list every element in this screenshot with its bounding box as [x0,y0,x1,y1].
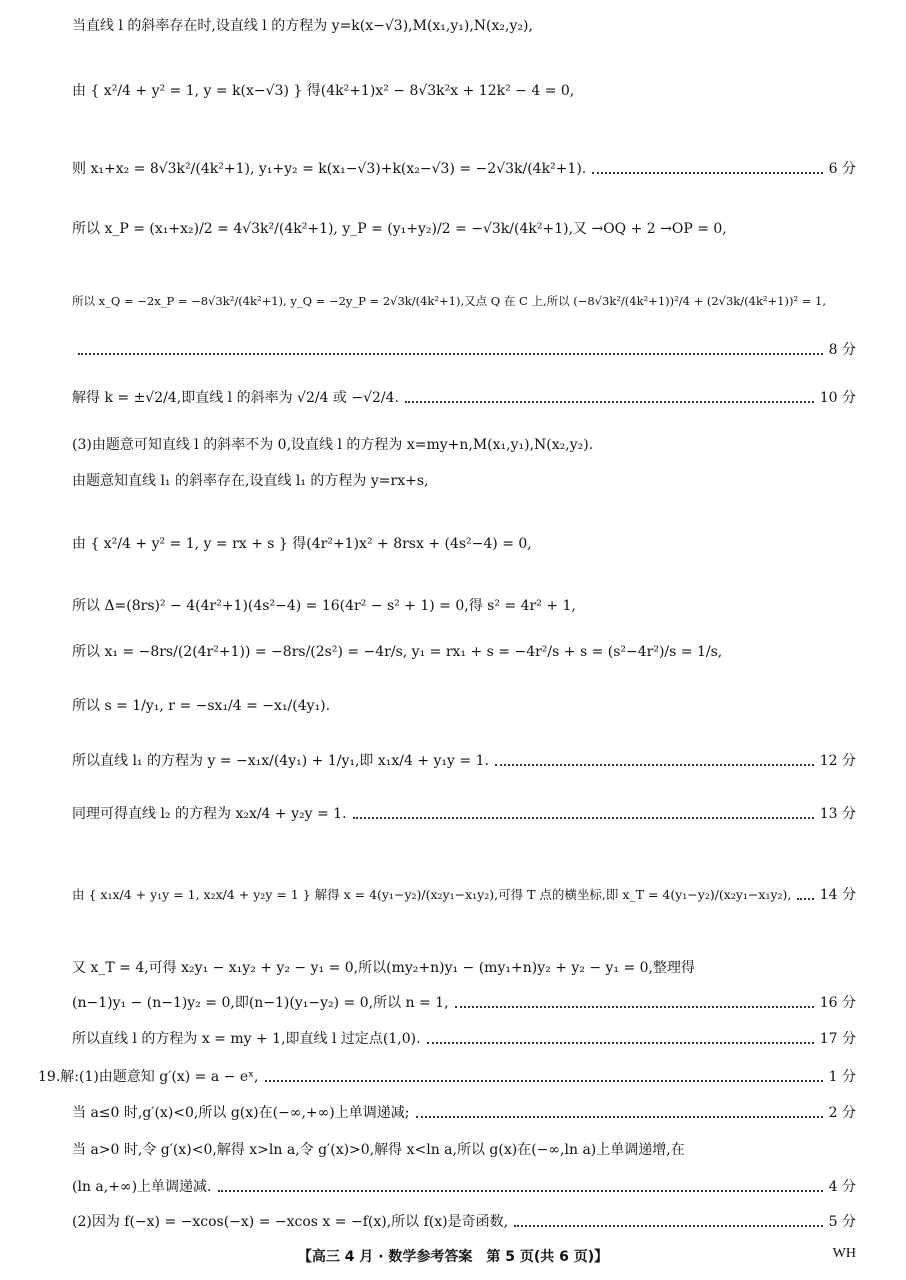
line-text: 所以 x_P = (x₁+x₂)/2 = 4√3k²/(4k²+1), y_P = (y₁+y₂)/2 = −√3k/(4k²+1),又 →OQ + 2 →OP = 0, [72,221,727,237]
line-text: (ln a,+∞)上单调递减. [72,1179,212,1195]
leader-dots [427,1042,814,1044]
line-19 [72,1030,856,1048]
line-2 [72,82,856,100]
score-label: 4 分 [828,1179,856,1195]
line-15 [72,805,856,823]
line-text: 当直线 l 的斜率存在时,设直线 l 的方程为 y=k(x−√3),M(x₁,y₁),N(x₂,y₂), [72,18,533,34]
footer-tag: WH [832,1246,856,1261]
line-18 [72,994,856,1012]
leader-dots [797,898,813,900]
line-text: (2)因为 f(−x) = −xcos(−x) = −xcos x = −f(x),所以 f(x)是奇函数, [72,1214,509,1230]
line-text: 解得 k = ±√2/4,即直线 l 的斜率为 √2/4 或 −√2/4. [72,390,400,406]
line-21 [72,1104,856,1122]
score-label: 13 分 [819,806,856,822]
score-label: 2 分 [828,1105,856,1121]
leader-dots [78,353,823,355]
leader-dots [353,817,814,819]
line-text: 所以 x₁ = −8rs/(2(4r²+1)) = −8rs/(2s²) = −4r/s, y₁ = rx₁ + s = −4r²/s + s = (s²−4r²)/s = 1/s, [72,644,723,660]
line-text: 所以 s = 1/y₁, r = −sx₁/4 = −x₁/(4y₁). [72,698,331,714]
line-text: (3)由题意可知直线 l 的斜率不为 0,设直线 l 的方程为 x=my+n,M(x₁,y₁),N(x₂,y₂). [72,437,594,453]
score-label: 14 分 [819,887,856,903]
line-text: 所以直线 l 的方程为 x = my + 1,即直线 l 过定点(1,0). [72,1031,421,1047]
score-label: 12 分 [819,753,856,769]
leader-dots [405,401,814,403]
line-text: 所以直线 l₁ 的方程为 y = −x₁x/(4y₁) + 1/y₁,即 x₁x/4 + y₁y = 1. [72,753,489,769]
line-3 [72,160,856,178]
line-16 [72,886,856,904]
leader-dots [455,1006,814,1008]
line-24 [72,1213,856,1231]
score-label: 6 分 [828,161,856,177]
line-12 [72,643,856,661]
line-8 [72,436,856,454]
line-14 [72,752,856,770]
line-text: 所以 x_Q = −2x_P = −8√3k²/(4k²+1), y_Q = −2y_P = 2√3k/(4k²+1),又点 Q 在 C 上,所以 (−8√3k²/(4k²+1))²/4 + (2√3k/(4k²+1))² = 1, [72,294,826,308]
line-text: 由 { x²/4 + y² = 1, y = k(x−√3) } 得(4k²+1)x² − 8√3k²x + 12k² − 4 = 0, [72,83,575,99]
line-11 [72,597,856,615]
score-label: 5 分 [828,1214,856,1230]
line-text: 当 a>0 时,令 g′(x)<0,解得 x>ln a,令 g′(x)>0,解得 x<ln a,所以 g(x)在(−∞,ln a)上单调递增,在 [72,1142,685,1158]
line-5 [72,292,856,310]
line-text: 所以 Δ=(8rs)² − 4(4r²+1)(4s²−4) = 16(4r² − s² + 1) = 0,得 s² = 4r² + 1, [72,598,576,614]
line-text: 由 { x₁x/4 + y₁y = 1, x₂x/4 + y₂y = 1 } 解得 x = 4(y₁−y₂)/(x₂y₁−x₁y₂),可得 T 点的横坐标,即 x_T = 4(y₁−y₂)/(x₂y₁−x₁y₂), [72,887,792,902]
leader-dots [265,1080,823,1082]
line-6 [72,341,856,359]
line-20 [38,1068,856,1086]
score-label: 10 分 [819,390,856,406]
line-1 [72,17,856,35]
line-text: 同理可得直线 l₂ 的方程为 x₂x/4 + y₂y = 1. [72,806,347,822]
leader-dots [416,1116,823,1118]
line-text: 19.解:(1)由题意知 g′(x) = a − eˣ, [38,1069,259,1085]
line-4 [72,220,856,238]
score-label: 8 分 [828,342,856,358]
leader-dots [218,1190,823,1192]
line-text: 则 x₁+x₂ = 8√3k²/(4k²+1), y₁+y₂ = k(x₁−√3)+k(x₂−√3) = −2√3k/(4k²+1). [72,161,587,177]
line-7 [72,389,856,407]
line-17 [72,959,856,977]
page-footer: 【高三 4 月 · 数学参考答案 第 5 页(共 6 页)】 [297,1249,609,1265]
line-23 [72,1178,856,1196]
leader-dots [592,172,822,174]
line-10 [72,535,856,553]
line-text: 由 { x²/4 + y² = 1, y = rx + s } 得(4r²+1)x² + 8rsx + (4s²−4) = 0, [72,536,532,552]
line-text: (n−1)y₁ − (n−1)y₂ = 0,即(n−1)(y₁−y₂) = 0,所以 n = 1, [72,995,449,1011]
line-22 [72,1141,856,1159]
score-label: 17 分 [819,1031,856,1047]
leader-dots [514,1225,823,1227]
line-text: 当 a≤0 时,g′(x)<0,所以 g(x)在(−∞,+∞)上单调递减; [72,1105,410,1121]
score-label: 16 分 [819,995,856,1011]
score-label: 1 分 [828,1069,856,1085]
line-text: 又 x_T = 4,可得 x₂y₁ − x₁y₂ + y₂ − y₁ = 0,所以(my₂+n)y₁ − (my₁+n)y₂ + y₂ − y₁ = 0,整理得 [72,960,696,976]
line-9 [72,472,856,490]
line-13 [72,697,856,715]
leader-dots [495,764,814,766]
line-text: 由题意知直线 l₁ 的斜率存在,设直线 l₁ 的方程为 y=rx+s, [72,473,429,489]
